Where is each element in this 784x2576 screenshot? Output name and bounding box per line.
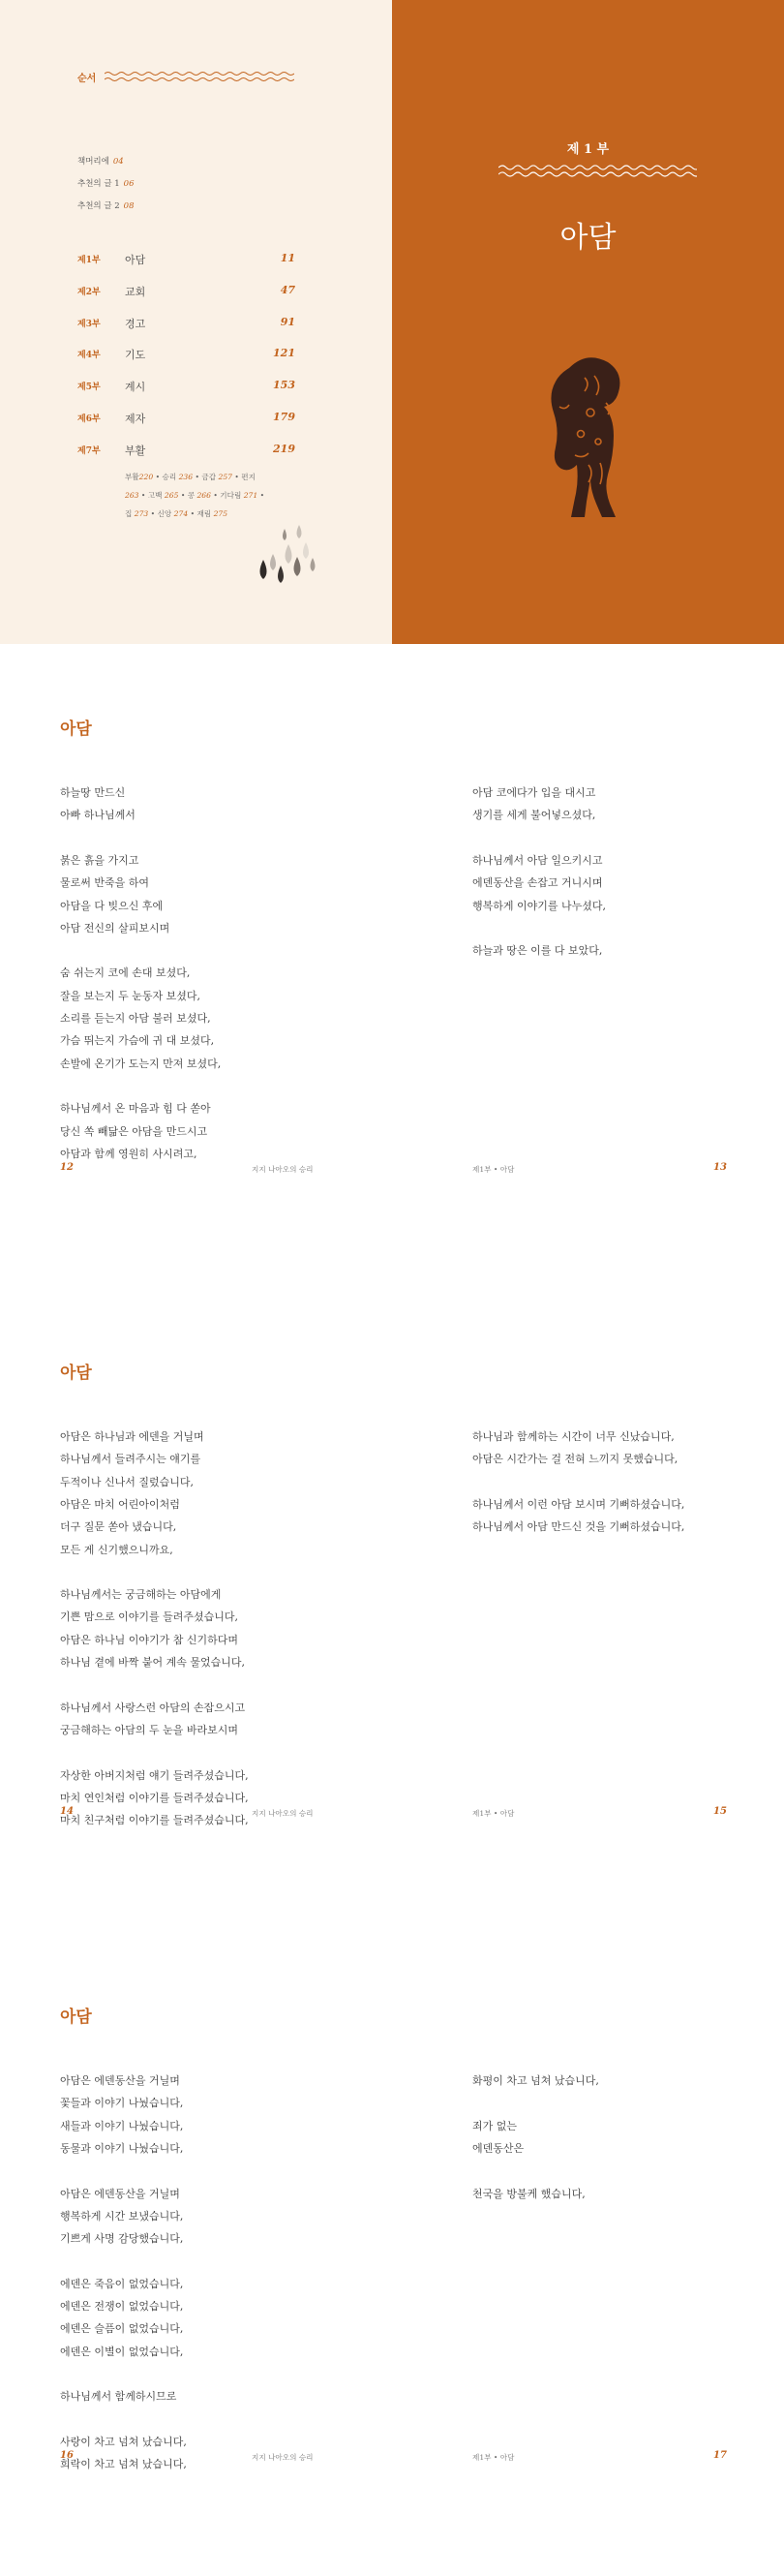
poem-line: 천국을 방불케 했습니다, [472,2187,586,2200]
subtoc-text: 집 [125,509,135,518]
poem-line: 아담 전신의 살피보시며 [60,921,170,935]
front-matter-item [77,199,134,211]
adam-figure-illustration-icon [530,349,647,533]
poem-line: 에덴은 죽음이 없었습니다, [60,2277,184,2290]
poem-line: 아담 코에다가 입을 대시고 [472,786,596,799]
poem-line: 자상한 아버지처럼 얘기 들려주셨습니다, [60,1768,249,1782]
subtoc-page: 273 [134,509,149,518]
poem-line: 사랑이 차고 넘쳐 났습니다, [60,2435,187,2448]
poem-title: 아담 [60,2008,92,2027]
poem-line: 아담은 하나님과 에덴을 거닐며 [60,1430,204,1443]
poem-line: 하늘과 땅은 이를 다 보았다, [472,944,603,958]
poem-line: 마치 친구처럼 이야기를 들려주셨습니다, [60,1814,249,1827]
subtoc-text: • [257,491,265,500]
front-matter-item [77,155,124,167]
poem-line: 붉은 흙을 가지고 [60,853,139,867]
subtoc [125,468,304,523]
wave-ornament-icon [498,163,697,180]
subtoc-page: 274 [173,509,189,518]
poem-line: 행복하게 시간 보냈습니다, [60,2209,184,2223]
toc-chapter-row [77,252,295,267]
part-title: 아담 [559,221,617,255]
chapter-title: 경고 [125,317,146,330]
poem-line: 하나님께서 사랑스런 아담의 손잡으시고 [60,1701,246,1714]
subtoc-text: • 기다림 [210,491,244,500]
poem-line: 가슴 뛰는지 가슴에 귀 대 보셨다, [60,1034,215,1048]
poem-line: 꽃들과 이야기 나눴습니다, [60,2097,184,2110]
chapter-number: 제7부 [77,445,101,456]
chapter-page: 219 [273,442,295,455]
poem-line: 아담과 함께 영원히 사시려고, [60,1147,197,1160]
front-matter-item [77,177,134,189]
front-matter-page: 08 [123,201,135,211]
chapter-page: 91 [280,315,295,328]
page-number-left: 14 [60,1806,74,1817]
chapter-title: 교회 [125,285,146,298]
subtoc-line [125,486,304,505]
poem-line: 행복하게 이야기를 나누셨다, [472,899,607,912]
part-label: 제 1 부 [566,142,610,157]
poem-line: 하나님께서 함께하시므로 [60,2390,177,2404]
poem-line: 희락이 차고 넘쳐 났습니다, [60,2458,187,2471]
poem-line: 하나님께서는 궁금해하는 아담에게 [60,1588,222,1602]
subtoc-text: • 재림 [188,509,214,518]
poem-line: 아빠 하나님께서 [60,809,136,822]
poem-line: 하나님께서 이런 아담 보시며 기뻐하셨습니다, [472,1497,685,1511]
chapter-page: 47 [280,283,295,296]
front-matter-label: 추천의 글 1 [77,179,120,189]
poem-line: 물로써 반죽을 하여 [60,876,150,890]
subtoc-text: • 고백 [138,491,165,500]
subtoc-line [125,505,304,523]
poem-line: 에덴은 이별이 없었습니다, [60,2345,184,2358]
page-number-right: 17 [713,2450,727,2461]
page-number-left: 16 [60,2450,74,2461]
running-head-left: 지지 나아오의 승리 [252,2453,314,2462]
subtoc-line [125,468,304,486]
chapter-title: 아담 [125,254,146,266]
chapter-title: 계시 [125,381,146,394]
poem-line: 에덴은 전쟁이 없었습니다, [60,2300,184,2313]
poem-line: 동물과 이야기 나눴습니다, [60,2141,184,2155]
running-head-right: 제1부 • 아담 [472,2453,515,2462]
chapter-page: 11 [280,252,295,264]
toc-chapter-row [77,379,295,394]
running-head-left: 지지 나아오의 승리 [252,1809,314,1818]
part-title-page [392,0,784,644]
front-matter-page: 04 [112,157,124,167]
toc-chapter-row [77,347,295,362]
subtoc-page: 263 [125,491,139,500]
poem-line: 기쁜 맘으로 이야기를 들려주셨습니다, [60,1610,239,1624]
poem-line: 죄가 없는 [472,2119,518,2132]
poem-line: 기쁘게 사명 감당했습니다, [60,2232,184,2246]
chapter-title: 부활 [125,444,146,457]
chapter-page: 121 [273,347,295,360]
poem-line: 에덴동산은 [472,2141,525,2155]
toc-chapter-row [77,316,295,331]
front-matter-label: 책머리에 [77,157,109,167]
poem-line: 당신 쏙 빼닮은 아담을 만드시고 [60,1124,208,1138]
toc-chapter-row [77,443,295,458]
page-number-right: 13 [713,1162,727,1173]
poem-line: 화평이 차고 넘쳐 났습니다, [472,2074,599,2087]
raindrops-illustration-icon [254,523,319,600]
front-matter-label: 추천의 글 2 [77,201,120,211]
poem-title: 아담 [60,1364,92,1383]
poem-line: 하나님께서 아담 일으키시고 [472,853,603,867]
toc-spread [0,0,784,644]
subtoc-page: 266 [196,491,211,500]
poem-spread-3 [0,1932,784,2576]
subtoc-text: • 편지 [231,473,256,481]
poem-line: 아담은 마치 어린아이처럼 [60,1497,180,1511]
chapter-number: 제2부 [77,287,101,297]
poem-line: 하나님께서 들려주시는 얘기를 [60,1453,201,1466]
chapter-number: 제4부 [77,351,101,361]
poem-line: 하나님과 함께하는 시간이 너무 신났습니다, [472,1430,675,1443]
subtoc-page: 275 [213,509,228,518]
subtoc-page: 257 [218,473,232,481]
page-number-left: 12 [60,1162,74,1173]
poem-line: 아담은 시간가는 걸 전혀 느끼지 못했습니다, [472,1453,678,1466]
chapter-title: 제자 [125,413,146,425]
running-head-right: 제1부 • 아담 [472,1165,515,1174]
toc-heading: 순서 [77,74,97,84]
front-matter-page: 06 [123,179,135,189]
poem-line: 새들과 이야기 나눴습니다, [60,2119,184,2132]
poem-line: 하나님 곁에 바짝 붙어 계속 물었습니다, [60,1656,245,1669]
poem-line: 하늘땅 만드신 [60,786,126,799]
subtoc-page: 265 [164,491,179,500]
poem-line: 잘을 보는지 두 눈동자 보셨다, [60,989,200,1002]
wave-ornament-icon [105,70,294,83]
subtoc-text: • 금갑 [193,473,219,481]
poem-line: 마치 연인처럼 이야기를 들려주셨습니다, [60,1791,249,1804]
poem-line: 하나님께서 아담 만드신 것을 기뻐하셨습니다, [472,1520,685,1534]
subtoc-page: 220 [138,473,154,481]
poem-spread-2 [0,1288,784,1932]
page-number-right: 15 [713,1806,727,1817]
subtoc-page: 271 [243,491,258,500]
poem-line: 에덴은 슬픔이 없었습니다, [60,2322,184,2336]
poem-line: 숨 쉬는지 코에 손대 보셨다, [60,966,191,980]
subtoc-text: • 콩 [178,491,197,500]
chapter-title: 기도 [125,349,146,362]
poem-line: 소리를 듣는지 아담 불러 보셨다, [60,1012,211,1025]
poem-line: 아담은 하나님 이야기가 참 신기하다며 [60,1633,239,1646]
toc-page [0,0,392,644]
poem-line: 에덴동산을 손잡고 거니시며 [472,876,603,890]
chapter-number: 제6부 [77,414,101,424]
subtoc-text: • 승리 [153,473,179,481]
chapter-number: 제3부 [77,319,101,329]
poem-line: 손발에 온기가 도는지 만져 보셨다, [60,1057,222,1070]
chapter-page: 179 [273,411,295,423]
poem-line: 아담은 에덴동산을 거닐며 [60,2074,180,2087]
poem-line: 생기를 세게 불어넣으셨다, [472,809,596,822]
poem-line: 아담은 에덴동산을 거닐며 [60,2187,180,2200]
subtoc-text: 부활 [125,473,139,481]
running-head-left: 지지 나아오의 승리 [252,1165,314,1174]
poem-line: 두적이나 신나서 질렀습니다, [60,1475,195,1488]
poem-line: 하나님께서 온 마음과 힘 다 쏟아 [60,1102,211,1116]
poem-line: 궁금해하는 아담의 두 눈을 바라보시며 [60,1723,239,1736]
poem-line: 아담을 다 빚으신 후에 [60,899,164,912]
poem-title: 아담 [60,720,92,739]
toc-chapter-row [77,284,295,299]
chapter-page: 153 [273,379,295,392]
subtoc-text: • 신앙 [148,509,174,518]
toc-chapter-row [77,411,295,426]
subtoc-page: 236 [178,473,194,481]
poem-spread-1 [0,644,784,1288]
poem-line: 더구 질문 쏟아 냈습니다, [60,1520,177,1534]
chapter-number: 제5부 [77,383,101,393]
running-head-right: 제1부 • 아담 [472,1809,515,1818]
poem-line: 모든 게 신기했으니까요, [60,1543,173,1556]
chapter-number: 제1부 [77,256,101,265]
